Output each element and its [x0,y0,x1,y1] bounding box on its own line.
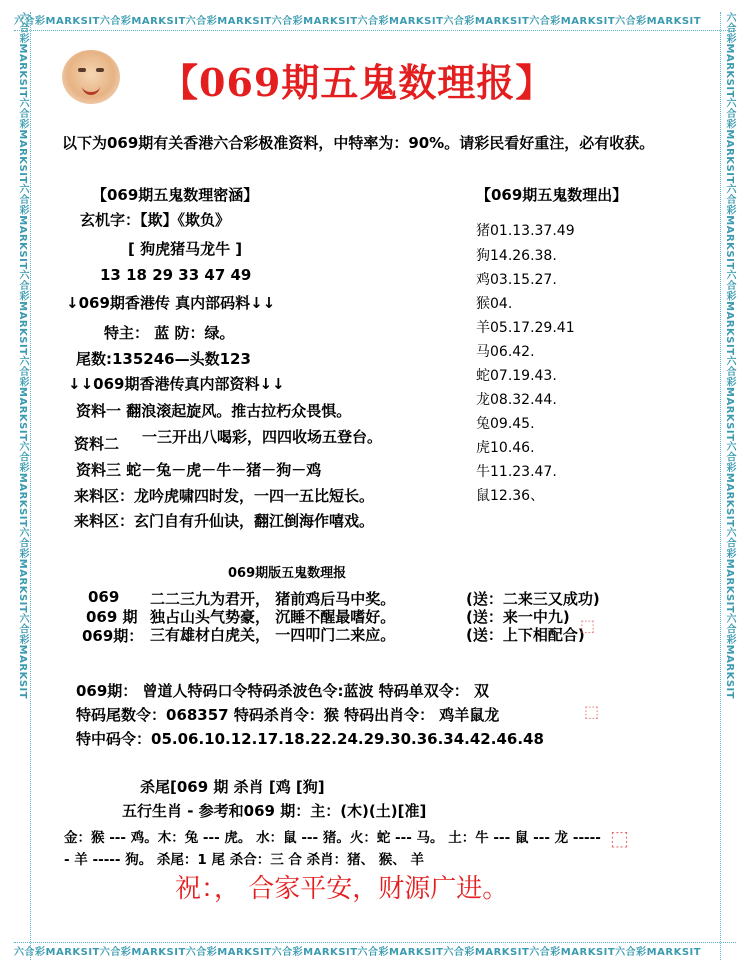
blessing-text: 祝：， 合家平安，财源广进。 [175,874,509,904]
xuanji-text: 玄机字：【欺】《欺负》 [80,211,231,229]
border-watermark-right: 六合彩MARKSIT六合彩MARKSIT六合彩MARKSIT六合彩MARKSIT六合彩MARKSIT六合彩MARKSIT六合彩MARKSIT六合彩MARKSIT [720,12,737,960]
elements-line-2: - 羊 ----- 狗。 杀尾：1 尾 杀合：三 合 杀肖：猪、 猴、 羊 [64,852,425,868]
info-line-1: 资料一 翻浪滚起旋风。推古拉朽众畏惧。 [76,402,352,420]
list-item: 猪01.13.37.49 [476,223,575,239]
right-heading: 【069期五鬼数理出】 [476,186,628,204]
inside-code-heading: ↓069期香港传 真内部码料↓↓ [66,294,276,312]
list-item: 鼠12.36、 [476,488,545,504]
row-text: 二二三九为君开， 猪前鸡后马中奖。 [150,590,396,608]
source-line-2: 来料区：玄门自有升仙诀，翻江倒海作嘻戏。 [74,512,375,530]
eye-icon [78,68,86,72]
list-item: 兔09.45. [476,416,535,432]
list-item: 蛇07.19.43. [476,368,557,384]
wuxing-line: 五行生肖 - 参考和069 期：主：(木)(土)[准] [122,802,427,820]
mouth-icon [82,84,100,95]
list-item: 牛11.23.47. [476,464,557,480]
border-watermark-top: 六合彩MARKSIT六合彩MARKSIT六合彩MARKSIT六合彩MARKSIT六合彩MARKSIT六合彩MARKSIT六合彩MARKSIT六合彩MARKSIT [14,12,736,31]
eye-icon [96,68,104,72]
list-item: 虎10.46. [476,440,535,456]
code-line-2: 特码尾数令：068357 特码杀肖令：猴 特码出肖令： 鸡羊鼠龙 [76,706,500,724]
kill-line: 杀尾[069 期 杀肖 [鸡 [狗] [140,778,325,796]
row-period: 069 [88,588,120,606]
source-line-1: 来料区：龙吟虎啸四时发，一四一五比短长。 [74,487,375,505]
intro-text: 以下为069期有关香港六合彩极准资料，中特率为：90%。请彩民看好重注，必有收获。 [62,134,655,152]
row-period: 069 期 [86,608,138,626]
info-line-2: 一三开出八喝彩，四四收场五登台。 [142,428,383,446]
zodiac-list: [ 狗虎猪马龙牛 ] [128,240,243,258]
code-line-1: 069期： 曾道人特码口令特码杀波色令:蓝波 特码单双令： 双 [76,682,489,700]
page-title: 【069期五鬼数理报】 [160,60,555,105]
elements-line-1: 金：猴 --- 鸡。木：兔 --- 虎。 水：鼠 --- 猪。火：蛇 --- 马。 土：牛 --- 鼠 --- 龙 ----- [64,830,601,846]
list-item: 猴04. [476,296,513,312]
row-send: (送：二来三又成功) [466,590,600,608]
list-item: 狗14.26.38. [476,248,557,264]
row-text: 独占山头气势豪， 沉睡不醒最嗜好。 [150,608,396,626]
row-send: (送：来一中九) [466,608,570,626]
red-stamp-icon: ⬚ [584,702,600,721]
info-line-3: 资料三 蛇－兔－虎－牛－猪－狗－鸡 [76,461,322,479]
row-text: 三有雄材白虎关， 一四叩门二来应。 [150,626,396,644]
tail-text: 尾数:135246—头数123 [76,350,251,368]
row-send: (送：上下相配合) [466,626,585,644]
special-text: 特主： 蓝 防：绿。 [104,324,235,342]
red-stamp-icon: ⬚ [580,616,596,635]
row-period: 069期： [82,627,144,645]
avatar-face-icon [62,50,120,104]
border-watermark-bottom: 六合彩MARKSIT六合彩MARKSIT六合彩MARKSIT六合彩MARKSIT六合彩MARKSIT六合彩MARKSIT六合彩MARKSIT六合彩MARKSIT [14,942,736,961]
left-heading: 【069期五鬼数理密涵】 [92,186,259,204]
list-item: 羊05.17.29.41 [476,320,575,336]
number-list: 13 18 29 33 47 49 [100,266,252,284]
border-watermark-left: 六合彩MARKSIT六合彩MARKSIT六合彩MARKSIT六合彩MARKSIT六合彩MARKSIT六合彩MARKSIT六合彩MARKSIT六合彩MARKSIT [14,12,31,960]
list-item: 鸡03.15.27. [476,272,557,288]
red-stamp-icon: ⬚ [610,826,629,850]
inside-info-heading: ↓↓069期香港传真内部资料↓↓ [68,375,285,393]
section-subtitle: 069期版五鬼数理报 [228,566,347,581]
list-item: 马06.42. [476,344,535,360]
code-line-3: 特中码令：05.06.10.12.17.18.22.24.29.30.36.34.42.46.48 [76,730,544,748]
list-item: 龙08.32.44. [476,392,557,408]
info-label-2: 资料二 [74,435,120,453]
